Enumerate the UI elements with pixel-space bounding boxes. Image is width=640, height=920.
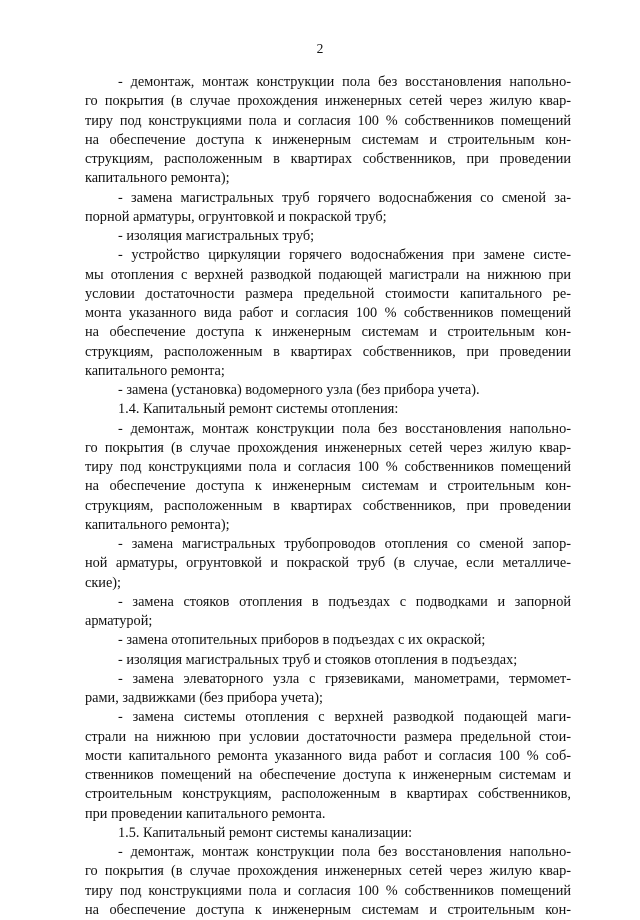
text-line: на обеспечение доступа к инженерным системам и строительным кон- — [85, 478, 571, 495]
text-line: 1.5. Капитальный ремонт системы канализации: — [118, 824, 413, 841]
text-line: го покрытия (в случае прохождения инженерных сетей через жилую квар- — [85, 93, 571, 110]
text-line: капитального ремонта; — [85, 362, 225, 379]
list-item — [85, 73, 571, 189]
text-line: на обеспечение доступа к инженерным системам и строительным кон- — [85, 131, 571, 148]
text-line: капитального ремонта); — [85, 170, 230, 187]
text-line: - замена элеваторного узла с грязевиками, манометрами, термомет- — [118, 670, 571, 687]
text-line: мости капитального ремонта указанного вида работ и согласия 100 % соб- — [85, 747, 571, 764]
text-line: - демонтаж, монтаж конструкции пола без восстановления напольно- — [118, 844, 571, 860]
text-line: арматурой; — [85, 613, 153, 629]
list-item — [85, 708, 571, 824]
text-line: струкциям, расположенным в квартирах собственников, при проведении — [85, 151, 571, 167]
list-item — [85, 535, 571, 593]
text-line: - замена системы отопления с верхней разводкой подающей маги- — [118, 709, 571, 726]
text-line: - замена магистральных труб горячего водоснабжения со сменой за- — [118, 189, 571, 206]
page-number: 2 — [316, 41, 324, 56]
text-line: ной арматуры, огрунтовкой и покраской труб (в случае, если металличе- — [85, 555, 571, 572]
text-line: рами, задвижками (без прибора учета); — [85, 690, 323, 706]
section-heading — [85, 400, 571, 419]
text-line: - замена отопительных приборов в подъездах с их окраской; — [118, 632, 486, 649]
list-item — [85, 651, 571, 670]
text-line: струкциям, расположенным в квартирах собственников, при проведении — [85, 497, 571, 514]
text-line: - замена (установка) водомерного узла (без прибора учета). — [118, 382, 480, 398]
text-line: страли на нижнюю при условии достаточности размера предельной стои- — [85, 728, 571, 745]
text-line: на обеспечение доступа к инженерным системам и строительным кон- — [85, 324, 571, 341]
list-item — [85, 381, 571, 400]
list-item — [85, 631, 571, 650]
list-item — [85, 420, 571, 536]
text-line: струкциям, расположенным в квартирах собственников, при проведении — [85, 343, 571, 360]
text-line: мы отопления с верхней разводкой подающей магистрали на нижнюю при — [85, 266, 571, 283]
text-line: - изоляция магистральных труб; — [118, 228, 315, 244]
text-line: порной арматуры, огрунтовкой и покраской труб; — [85, 208, 387, 225]
section-heading — [85, 824, 571, 843]
text-line: - замена магистральных трубопроводов отопления со сменой запор- — [118, 536, 571, 552]
text-line: ственников помещений на обеспечение доступа к инженерным системам и — [85, 767, 571, 783]
body-text — [85, 73, 571, 920]
text-line: на обеспечение доступа к инженерным системам и строительным кон- — [85, 901, 571, 918]
text-line: тиру под конструкциями пола и согласия 100 % собственников помещений — [85, 459, 571, 475]
text-line: го покрытия (в случае прохождения инженерных сетей через жилую квар- — [85, 863, 571, 880]
text-line: го покрытия (в случае прохождения инженерных сетей через жилую квар- — [85, 439, 571, 456]
text-line: строительным конструкциям, расположенным в квартирах собственников, — [85, 786, 571, 803]
text-line: - демонтаж, монтаж конструкции пола без восстановления напольно- — [118, 420, 571, 437]
list-item — [85, 227, 571, 246]
list-item — [85, 189, 571, 228]
text-line: 1.4. Капитальный ремонт системы отопления: — [118, 401, 399, 418]
text-line: тиру под конструкциями пола и согласия 100 % собственников помещений — [85, 112, 571, 129]
text-line: - изоляция магистральных труб и стояков отопления в подъездах; — [118, 651, 518, 668]
list-item — [85, 593, 571, 632]
text-line: капитального ремонта); — [85, 516, 230, 533]
text-line: при проведении капитального ремонта. — [85, 805, 326, 822]
text-line: - замена стояков отопления в подъездах с подводками и запорной — [118, 593, 571, 610]
list-item — [85, 246, 571, 381]
list-item — [85, 670, 571, 709]
text-line: тиру под конструкциями пола и согласия 100 % собственников помещений — [85, 882, 571, 899]
text-line: условии достаточности размера предельной стоимости капитального ре- — [85, 285, 571, 302]
text-line: монта указанного вида работ и согласия 100 % собственников помещений — [85, 305, 571, 321]
text-line: - устройство циркуляции горячего водоснабжения при замене систе- — [118, 247, 571, 264]
text-line: - демонтаж, монтаж конструкции пола без восстановления напольно- — [118, 74, 571, 90]
text-line: ские); — [85, 574, 122, 591]
list-item — [85, 843, 571, 920]
